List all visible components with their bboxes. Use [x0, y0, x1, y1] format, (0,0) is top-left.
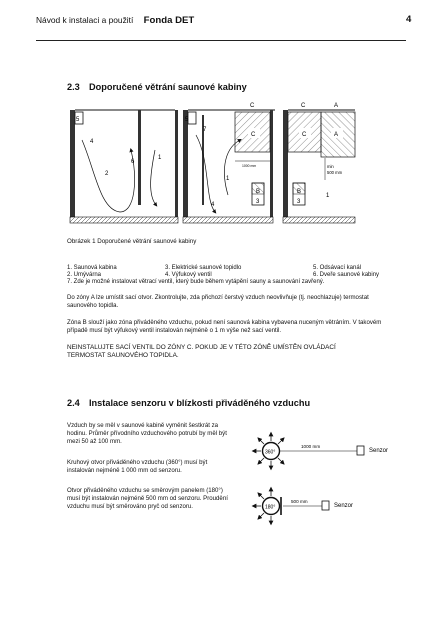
label-2: 2	[105, 171, 109, 177]
legend-item-3: 3. Elektrické saunové topidlo	[165, 265, 242, 271]
diagram-360	[254, 434, 388, 468]
label-a-top: A	[334, 103, 339, 109]
label-c-top: C	[250, 103, 255, 109]
sensor-label: Senzor	[369, 448, 389, 454]
legend-item-4: 4. Výfukový ventil	[165, 272, 212, 278]
dim-1000: 1000 mm	[242, 164, 257, 168]
label-1: 1	[326, 193, 330, 199]
paragraph-zone-b: Zóna B slouží jako zóna přiváděného vzduchu, pokud není saunová kabina vybavena nuceným větráním. V takovém případě musí být výfukový ventil instalován nejméně o 1 m výše než sací ventil.	[67, 319, 382, 334]
label-a: A	[334, 132, 339, 138]
label-c: C	[251, 132, 256, 138]
dim-500: 500 mm	[327, 170, 343, 175]
section-number: 2.3	[67, 82, 80, 92]
label-1: 1	[226, 176, 230, 182]
angle-180: 180°	[265, 504, 276, 511]
sensor-text-180: Otvor přiváděného vzduchu se směrovým panelem (180°) musí být instalován nejméně 500 mm od senzoru. Proudění vzduchu musí být směrováno pryč od senzoru.	[67, 487, 228, 510]
legend-item-5: 5. Odsávací kanál	[313, 265, 362, 271]
angle-360: 360°	[265, 449, 276, 456]
section-number: 2.4	[67, 398, 80, 408]
sensor-text-360: Kruhový otvor přiváděného vzduchu (360°) musí být instalován nejméně 1 000 mm od senzoru.	[67, 459, 208, 474]
label-5: 5	[185, 117, 189, 123]
distance-1000: 1000 mm	[301, 444, 321, 449]
figure-caption: Obrázek 1 Doporučené větrání saunové kabiny	[67, 238, 197, 245]
sensor-box	[322, 501, 329, 510]
label-b: B	[297, 189, 302, 195]
arrow-up-left	[259, 439, 264, 444]
label-3: 3	[256, 199, 260, 205]
label-5: 5	[76, 117, 80, 123]
label-c: C	[302, 132, 307, 138]
section-title: Instalace senzoru v blízkosti přiváděného vzduchu	[89, 398, 311, 408]
arrow-down-left	[259, 458, 264, 463]
paragraph-zone-c-warning: NEINSTALUJTE SACÍ VENTIL DO ZÓNY C. POKUD JE V TÉTO ZÓNĚ UMÍSTĚN OVLÁDACÍ TERMOSTAT SAUNOVÉHO TOPIDLA.	[67, 344, 336, 359]
label-1: 1	[158, 155, 162, 161]
diagram-180	[254, 489, 353, 523]
section-title: Doporučené větrání saunové kabiny	[89, 82, 247, 92]
distance-500: 500 mm	[291, 499, 308, 504]
sensor-box	[357, 446, 364, 455]
page-number: 4	[406, 14, 412, 25]
label-b: B	[256, 189, 261, 195]
sensor-text-air-exchange: Vzduch by se měl v saunové kabině vyměnit šestkrát za hodinu. Průměr přívodního vzduchového potrubí by měl být mezi 50 až 100 mm.	[67, 422, 227, 445]
sensor-label: Senzor	[334, 503, 354, 509]
arrow-down-left	[259, 513, 264, 518]
brand-name: Fonda DET	[143, 15, 195, 26]
legend-item-1: 1. Saunová kabina	[67, 265, 117, 271]
label-7: 7	[203, 127, 207, 133]
arrow-up-left	[259, 494, 264, 499]
label-3: 3	[297, 199, 301, 205]
doc-title: Návod k instalaci a použití	[36, 15, 134, 25]
dim-min: min	[327, 164, 334, 169]
label-4: 4	[90, 139, 94, 145]
label-4: 4	[211, 202, 215, 208]
legend-item-6: 6. Dveře saunové kabiny	[313, 272, 380, 278]
legend-item-7: 7. Zde je možné instalovat větrací ventil, který bude během vytápění sauny a saunování zavřený.	[67, 279, 325, 285]
arrow-up-right	[278, 439, 283, 444]
paragraph-zone-a: Do zóny A lze umístit sací otvor. Zkontrolujte, zda přichozí čerstvý vzduch neovlivňuje (tj. neochlazuje) termostat saunového topidla.	[67, 294, 369, 309]
arrow-down-right	[278, 458, 283, 463]
label-c-top: C	[301, 103, 306, 109]
legend-item-2: 2. Umývárna	[67, 272, 102, 278]
label-6: 6	[131, 159, 135, 165]
